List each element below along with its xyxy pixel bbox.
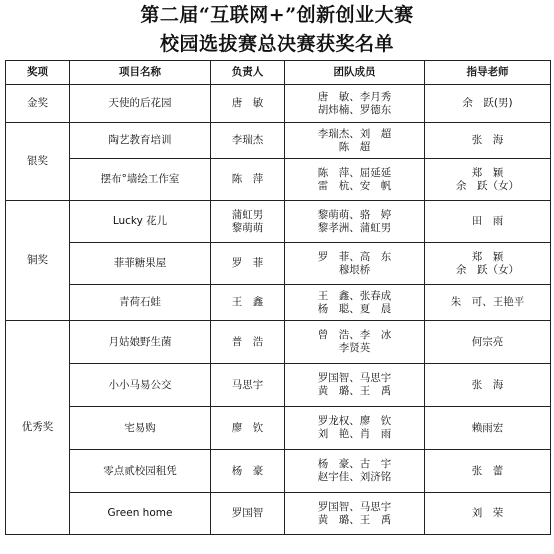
team-members-cell-line: 曾 浩、李 冰 [317, 329, 392, 341]
leader-cell-line: 蒲虹男 [231, 208, 264, 221]
team-members-cell-line: 杨 豪、古 宇 [317, 458, 392, 470]
table-row [6, 407, 551, 450]
header-leader: 负责人 [211, 61, 285, 85]
leader-cell-line: 马思宇 [231, 378, 264, 391]
team-members-cell-line: 罗国智、马思宇 [317, 372, 392, 384]
advisor-cell [425, 450, 551, 493]
project-name-cell-line: 宅易购 [124, 421, 156, 434]
project-name-cell [70, 159, 211, 201]
leader-cell-line: 廖 钦 [231, 421, 264, 434]
team-members-cell-line: 王 鑫、张春成 [317, 289, 392, 302]
project-name-cell [70, 450, 211, 493]
table-row [6, 364, 551, 407]
project-name-cell [70, 123, 211, 159]
team-members-cell-line: 穆垠桥 [338, 263, 371, 276]
team-members-cell-line: 胡炜楠、罗德东 [317, 103, 392, 116]
leader-cell-line: 王 鑫 [231, 296, 264, 308]
award-cell: 银奖 [6, 123, 70, 201]
team-members-cell [285, 285, 425, 321]
leader-cell [211, 285, 285, 321]
team-members-cell [285, 159, 425, 201]
advisor-cell [425, 285, 551, 321]
team-members-cell-line: 黄 璐、王 禹 [317, 385, 392, 397]
advisor-cell [425, 407, 551, 450]
advisor-cell-line: 张 海 [471, 134, 504, 146]
team-members-cell [285, 321, 425, 364]
project-name-cell-line: 青荷石蛙 [119, 296, 161, 308]
team-members-cell [285, 201, 425, 243]
team-members-cell-line: 李瑞杰、刘 超 [317, 127, 392, 140]
team-members-cell [285, 407, 425, 450]
document-title-line-1: 第二届“互联网+”创新创业大赛 [140, 4, 414, 26]
table-row [6, 201, 551, 243]
advisor-cell-line: 余 跃（女） [456, 263, 519, 276]
project-name-cell [70, 85, 211, 123]
advisor-cell-line: 余 跃（女） [456, 179, 519, 192]
team-members-cell-line: 陈 萍、屈延延 [317, 166, 392, 179]
table-row [6, 123, 551, 159]
advisor-cell-line: 何宗亮 [471, 335, 504, 348]
table-row [6, 450, 551, 493]
leader-cell [211, 159, 285, 201]
header-advisor: 指导老师 [425, 61, 551, 85]
team-members-cell [285, 364, 425, 407]
leader-cell-line: 黎萌萌 [231, 221, 264, 234]
leader-cell [211, 123, 285, 159]
header-project-name: 项目名称 [70, 61, 211, 85]
project-name-cell [70, 493, 211, 535]
team-members-cell-line: 罗龙权、廖 钦 [317, 415, 392, 427]
table-row [6, 321, 551, 364]
project-name-cell [70, 321, 211, 364]
leader-cell [211, 85, 285, 123]
leader-cell-line: 陈 萍 [231, 173, 264, 185]
advisor-cell [425, 364, 551, 407]
leader-cell [211, 407, 285, 450]
project-name-cell-line: 陶艺教育培训 [108, 134, 172, 146]
leader-cell [211, 321, 285, 364]
award-cell: 金奖 [6, 85, 70, 123]
team-members-cell-line: 黎萌萌、骆 婷 [317, 208, 392, 221]
leader-cell [211, 364, 285, 407]
project-name-cell [70, 407, 211, 450]
project-name-cell [70, 201, 211, 243]
advisor-cell [425, 321, 551, 364]
advisor-cell-line: 赖雨宏 [471, 421, 504, 434]
team-members-cell [285, 493, 425, 535]
table-row [6, 243, 551, 285]
advisor-cell [425, 493, 551, 535]
advisor-cell-line: 田 雨 [471, 215, 504, 227]
table-row [6, 85, 551, 123]
team-members-cell-line: 赵宇佳、刘济铭 [317, 471, 392, 483]
award-table [5, 60, 551, 535]
team-members-cell [285, 123, 425, 159]
document-title-line-2: 校园选拔赛总决赛获奖名单 [159, 33, 394, 55]
team-members-cell-line: 陈 超 [338, 140, 371, 153]
team-members-cell [285, 450, 425, 493]
leader-cell-line: 唐 敏 [231, 97, 264, 109]
advisor-cell-line: 张 海 [471, 378, 504, 391]
leader-cell-line: 普 浩 [231, 335, 264, 348]
advisor-cell [425, 85, 551, 123]
team-members-cell-line: 杨 聪、夏 晨 [317, 302, 392, 315]
table-row [6, 285, 551, 321]
project-name-cell [70, 243, 211, 285]
team-members-cell-line: 罗国智、马思宇 [317, 500, 392, 513]
leader-cell-line: 杨 豪 [231, 464, 264, 477]
award-cell: 铜奖 [6, 201, 70, 321]
team-members-cell-line: 唐 敏、李月秀 [317, 90, 392, 103]
team-members-cell [285, 85, 425, 123]
leader-cell [211, 243, 285, 285]
advisor-cell [425, 159, 551, 201]
award-cell: 优秀奖 [6, 321, 70, 535]
project-name-cell [70, 364, 211, 407]
project-name-cell-line: Lucky 花儿 [112, 215, 168, 227]
table-header-row [6, 61, 551, 85]
table-body [6, 85, 551, 535]
project-name-cell [70, 285, 211, 321]
leader-cell-line: 罗国智 [231, 507, 264, 519]
team-members-cell [285, 243, 425, 285]
advisor-cell-line: 张 蕾 [471, 464, 504, 477]
team-members-cell-line: 黄 璐、王 禹 [317, 513, 392, 526]
project-name-cell-line: 天使的后花园 [108, 97, 172, 109]
advisor-cell-line: 郑 颖 [471, 166, 504, 179]
advisor-cell-line: 余 跃(男) [462, 97, 513, 109]
team-members-cell-line: 罗 菲、高 东 [317, 250, 392, 263]
leader-cell [211, 493, 285, 535]
advisor-cell-line: 郑 颖 [471, 250, 504, 263]
leader-cell [211, 201, 285, 243]
team-members-cell-line: 黎孝洲、蒲虹男 [317, 221, 392, 234]
project-name-cell-line: 小小马易公交 [108, 378, 172, 391]
table-row [6, 159, 551, 201]
advisor-cell-line: 朱 可、王艳平 [450, 296, 525, 308]
table-row [6, 493, 551, 535]
project-name-cell-line: 菲菲糖果屋 [113, 257, 167, 269]
advisor-cell [425, 243, 551, 285]
project-name-cell-line: 摆布°墙绘工作室 [100, 173, 180, 185]
project-name-cell-line: Green home [107, 507, 173, 519]
header-award: 奖项 [6, 61, 70, 85]
advisor-cell [425, 123, 551, 159]
advisor-cell-line: 刘 荣 [471, 507, 504, 519]
leader-cell [211, 450, 285, 493]
advisor-cell [425, 201, 551, 243]
project-name-cell-line: 月姑娘野生菌 [108, 335, 172, 348]
team-members-cell-line: 雷 杭、安 帆 [317, 179, 392, 192]
header-team-members: 团队成员 [285, 61, 425, 85]
team-members-cell-line: 刘 艳、肖 雨 [317, 428, 392, 440]
project-name-cell-line: 零点贰校园租凭 [103, 464, 177, 477]
leader-cell-line: 李瑞杰 [231, 134, 264, 146]
team-members-cell-line: 李贤英 [338, 342, 371, 354]
leader-cell-line: 罗 菲 [231, 257, 264, 269]
